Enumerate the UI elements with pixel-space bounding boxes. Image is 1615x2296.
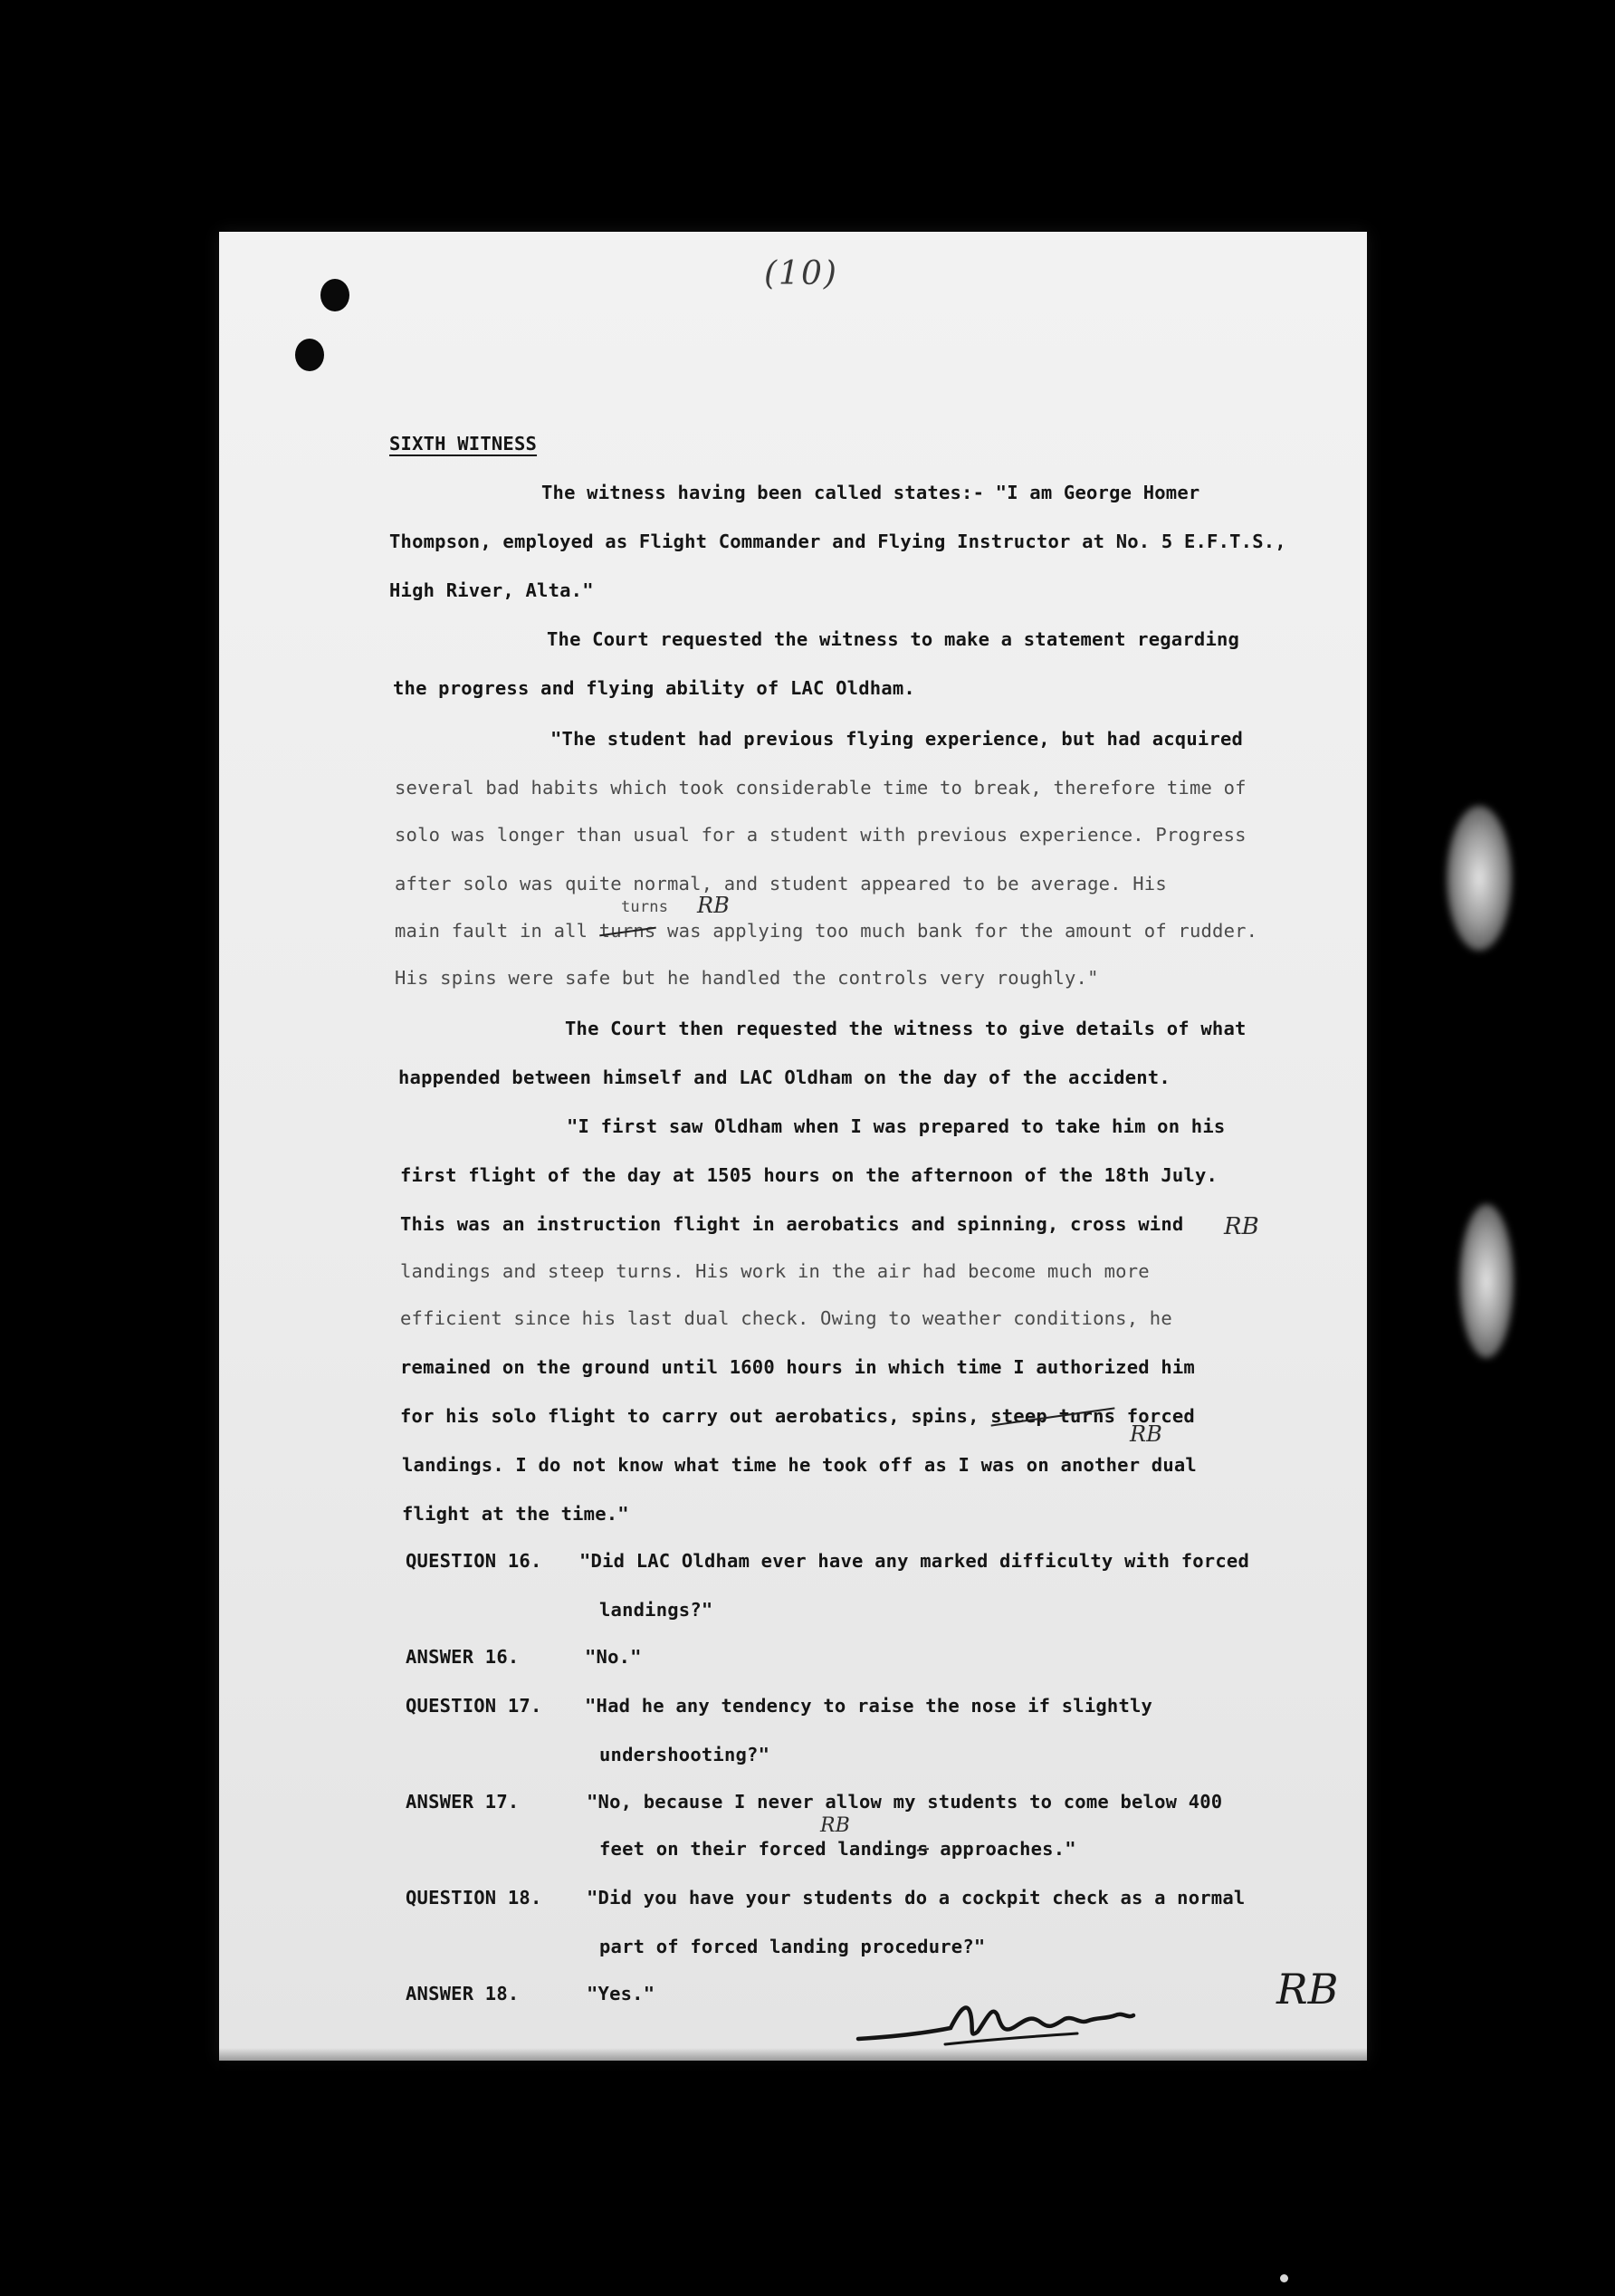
handwritten-signature <box>851 1992 1159 2055</box>
text-line: His spins were safe but he handled the controls very roughly." <box>395 967 1099 989</box>
qa-label: ANSWER 16. <box>406 1646 520 1668</box>
text-line: landings and steep turns. His work in the air had become much more <box>400 1260 1150 1282</box>
qa-label: ANSWER 17. <box>406 1791 520 1813</box>
text-line: remained on the ground until 1600 hours in which time I authorized him <box>400 1356 1195 1378</box>
text-line: High River, Alta." <box>389 579 594 601</box>
text-line: Thompson, employed as Flight Commander and Flying Instructor at No. 5 E.F.T.S., <box>389 531 1286 552</box>
qa-label: ANSWER 18. <box>406 1983 520 2004</box>
qa-text: "No." <box>585 1646 642 1668</box>
text-line-insert: turns <box>621 898 669 916</box>
qa-text: "Did you have your students do a cockpit check as a normal <box>587 1887 1246 1909</box>
initials-annotation: RB <box>697 893 730 918</box>
film-light-blob-lower <box>1459 1204 1514 1358</box>
text-line: "The student had previous flying experience, but had acquired <box>550 728 1244 750</box>
text-line: for his solo flight to carry out aerobatics, spins, steep turns forced <box>400 1405 1195 1427</box>
section-heading: SIXTH WITNESS <box>389 433 538 454</box>
qa-text: landings?" <box>599 1599 713 1621</box>
qa-text: "Yes." <box>587 1983 655 2004</box>
initials-mark: RB <box>1276 1965 1339 2014</box>
text-line: The witness having been called states:- "I am George Homer <box>541 482 1200 503</box>
qa-text: "No, because I never allow my students to come below 400 <box>587 1791 1223 1813</box>
text-line: This was an instruction flight in aerobatics and spinning, cross wind <box>400 1213 1184 1235</box>
initials-annotation: RB <box>820 1814 850 1837</box>
text-line: efficient since his last dual check. Owing to weather conditions, he <box>400 1307 1172 1329</box>
qa-label: QUESTION 16. <box>406 1550 542 1572</box>
document-page <box>219 232 1367 2061</box>
initials-annotation: RB <box>1224 1213 1259 1240</box>
text-line: landings. I do not know what time he took off as I was on another dual <box>402 1454 1197 1476</box>
film-dust-speck <box>1280 2274 1288 2282</box>
text-line: happended between himself and LAC Oldham on the day of the accident. <box>398 1067 1171 1088</box>
page-bottom-shadow <box>219 2048 1367 2084</box>
text-line: after solo was quite normal, and student appeared to be average. His <box>395 873 1167 894</box>
text-line: the progress and flying ability of LAC Oldham. <box>393 677 915 699</box>
struck-word: steep turns <box>990 1405 1116 1427</box>
text-line: first flight of the day at 1505 hours on the afternoon of the 18th July. <box>400 1164 1218 1186</box>
qa-label: QUESTION 18. <box>406 1887 542 1909</box>
struck-word: s <box>917 1838 929 1860</box>
text-line: The Court requested the witness to make a statement regarding <box>547 628 1240 650</box>
page-number: (10) <box>764 255 838 292</box>
initials-annotation: RB <box>1130 1421 1162 1447</box>
qa-text: feet on their forced landings approaches." <box>599 1838 1076 1860</box>
text-line: main fault in all turns was applying too much bank for the amount of rudder. <box>395 920 1258 942</box>
struck-word: turns <box>598 920 656 942</box>
qa-text: part of forced landing procedure?" <box>599 1936 986 1957</box>
punch-hole-top <box>320 279 349 311</box>
text-line: "I first saw Oldham when I was prepared to take him on his <box>567 1115 1226 1137</box>
qa-label: QUESTION 17. <box>406 1695 542 1717</box>
text-line: solo was longer than usual for a student with previous experience. Progress <box>395 824 1247 846</box>
text-line: The Court then requested the witness to give details of what <box>565 1018 1247 1039</box>
text-line: several bad habits which took considerable time to break, therefore time of <box>395 777 1247 799</box>
qa-text: "Did LAC Oldham ever have any marked difficulty with forced <box>579 1550 1249 1572</box>
text-line: flight at the time." <box>402 1503 629 1525</box>
film-light-blob-upper <box>1447 806 1512 951</box>
qa-text: undershooting?" <box>599 1744 770 1765</box>
qa-text: "Had he any tendency to raise the nose if slightly <box>585 1695 1153 1717</box>
punch-hole-bottom <box>295 339 324 371</box>
